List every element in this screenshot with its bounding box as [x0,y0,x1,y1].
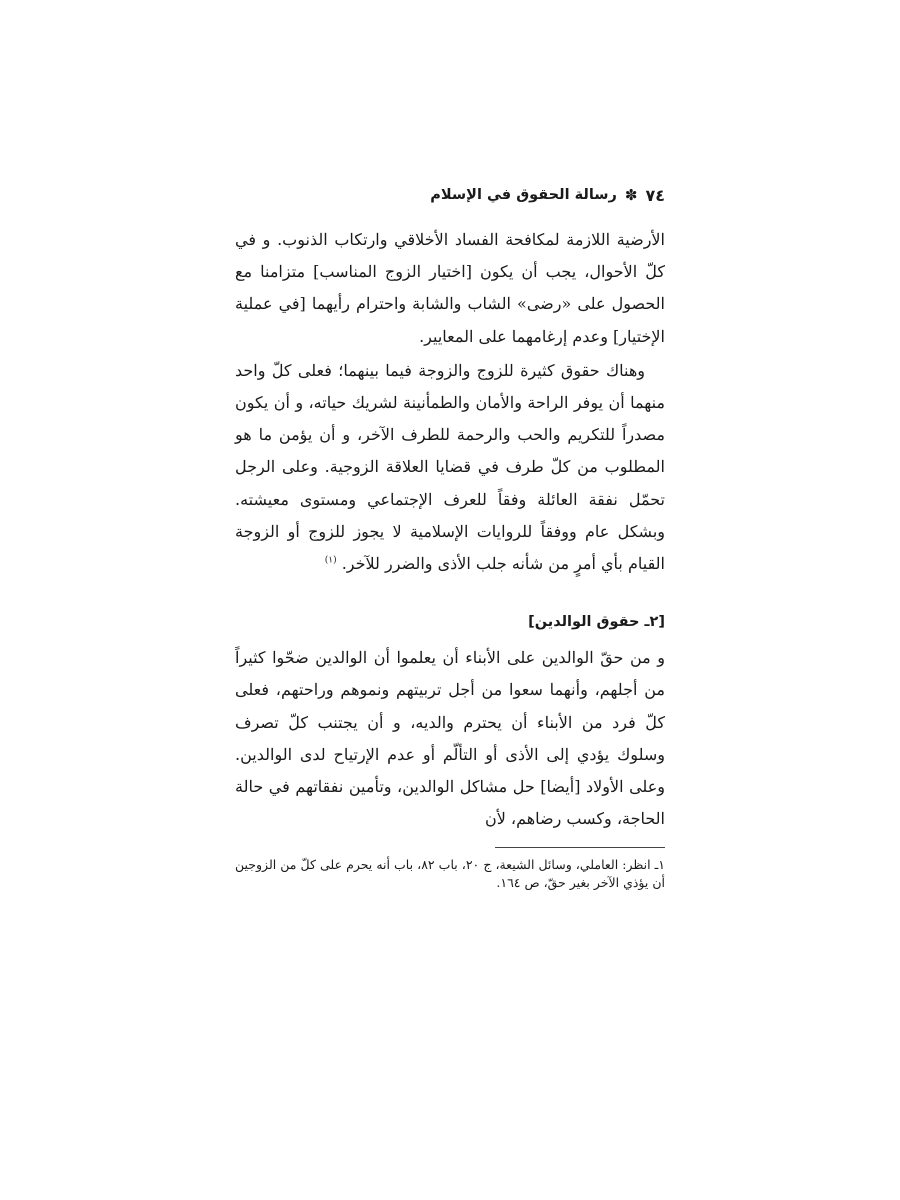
footnote: ١ـ انظر: العاملي، وسائل الشيعة، ج ٢٠، باب ٨٢، باب أنه يحرم على كلّ من الزوجين أن يؤذي الآخر بغير حقّ، ص ١٦٤. [235,857,665,891]
footnote-divider [495,847,665,848]
flower-ornament-icon: ✽ [624,185,638,204]
paragraph-continuation: الأرضية اللازمة لمكافحة الفساد الأخلاقي وارتكاب الذنوب. و في كلّ الأحوال، يجب أن يكون [اختيار الزوج المناسب] متزامنا مع الحصول على «رضى» الشاب والشابة واحترام رأيهما [في عملية الإختيار] وعدم إرغامهما على المعايير. [235,230,665,346]
paragraph-parents-rights: و من حقّ الوالدين على الأبناء أن يعلموا أن الوالدين ضحّوا كثيراً من أجلهم، وأنهما سعوا من أجل تربيتهم ونموهم وراحتهم، فعلى كلّ فرد من الأبناء أن يحترم والديه، و أن يجتنب كلّ تصرف وسلوك يؤدي إلى الأذى أو التألّم أو عدم الإرتياح لدى الوالدين. وعلى الأولاد [أيضا] حل مشاكل الوالدين، وتأمين نفقاتهم في حالة الحاجة، وكسب رضاهم، لأن [235,648,666,829]
book-page [235,178,665,892]
paragraph-spouse-rights [235,355,665,580]
page-number: ٧٤ [645,185,665,205]
running-title: رسالة الحقوق في الإسلام [430,187,617,203]
paragraph-text: وهناك حقوق كثيرة للزوج والزوجة فيما بينهما؛ فعلى كلّ واحد منهما أن يوفر الراحة والأمان والطمأنينة لشريك حياته، و أن يكون مصدراً للتكريم والحب والرحمة للطرف الآخر، و أن يؤمن ما هو المطلوب من كلّ طرف في قضايا العلاقة الزوجية. وعلى الرجل تحمّل نفقة العائلة وفقاً للعرف الإجتماعي ومستوى معيشته. وبشكل عام ووفقاً للروايات الإسلامية لا يجوز للزوج أو الزوجة القيام بأي أمرٍ من شأنه جلب الأذى والضرر للآخر. [235,360,665,574]
section-heading: [٢ـ حقوق الوالدين] [528,614,665,631]
running-header [235,178,665,212]
footnote-reference[interactable]: (١) [324,555,337,566]
